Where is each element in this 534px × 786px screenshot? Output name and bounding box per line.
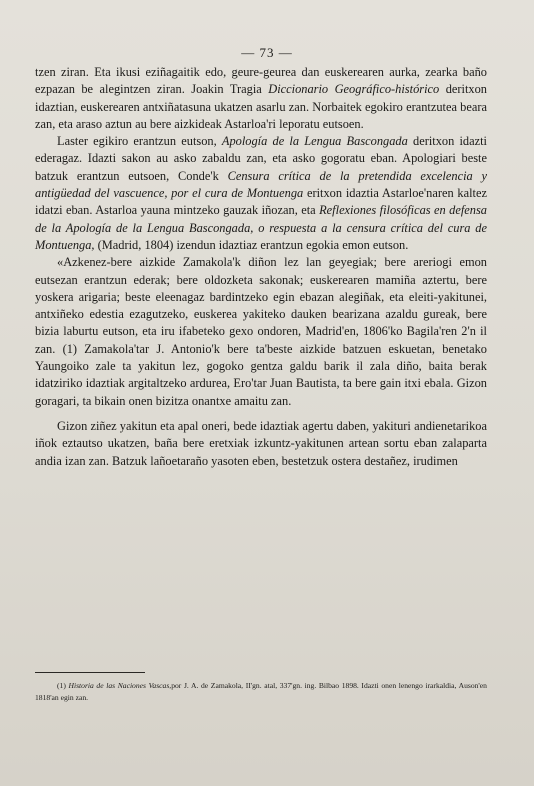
text-run: «Azkenez-bere aizkide Zamakola'k diñon lez lan geyegiak; bere areriogi emon eutsezan erantzun ederak; bere oldozketa sakonak; euskerearen mamiña aztertu, bere yoskera arigaria; beste eleenagaz bardintzeko egin ebazan alegiñak, eta eleiti-yakitunei, antxiñeko edestia ezagutzeko, euskerea yakiteko dauken bearizana azaldu gureak, bere bizia laburtu eutson, eta iru ifabeteko gexo ondoren, Madrid'en, 1806'ko Bagila'ren 2'n il zan. (1) Zamakola'tar J. Antonio'k bere ta'beste aizkide batzuen eskuetan, benetako Yaungoiko zale ta yakitun lez, gogoko gentza galdu barik il zala diño, baita berak idatziriko idaztiak argitaltzeko ardurea, Ero'tar Juan Bautista, ta bere gain itxi ebala. Gizon goragari, ta bikain onen bizitza onantxe amaitu zan. — [35, 255, 487, 408]
text-run: eritxon idaztia Astarloe'naren kaltez idatzi eban. Astarloa yauna mintzeko gauzak iñozan, eta — [35, 186, 487, 218]
paragraph — [35, 133, 487, 254]
paragraph — [35, 64, 487, 133]
footnote — [35, 680, 487, 703]
text-run: deritxon idaztian, euskerearen antxiñatasuna ukatzen asarlu zan. Norbaitek egokiro erantzutea beara zan, eta araso aztun au bere aizkideak Astarloa'ri leporatu eutsoen. — [35, 82, 488, 131]
italic-title: Historia de las Naciones Vascas, — [68, 681, 172, 690]
text-run: por J. A. de Zamakola, II'gn. atal, 337'gn. ing. Bilbao 1898. Idazti onen lenengo irarkaldia, Auson'en 1818'an egin zan. — [35, 681, 487, 702]
footnote-rule — [35, 672, 145, 673]
text-run: deritxon idazti ederagaz. Idazti sakon au asko zabaldu zan, eta asko gogoratu eban. Apologiari beste batzuk erantzun eutsoen, Conde'k — [35, 134, 487, 183]
text-run: Gizon ziñez yakitun eta apal oneri, bede idaztiak agertu daben, yakituri andienetarikoa iñok eztautso ukatzen, baña bere eretxiak izkuntz-yakitunen artean sortu eban zalaparta andia izan zan. Batzuk lañoetaraño yasoten eben, bestetzuk ostera destañez, irudimen — [35, 418, 487, 468]
italic-title: Censura crítica de la pretendida excelencia y antigüedad del vascuence, por el cura de Montuenga — [35, 168, 487, 201]
text-run: (1) — [57, 681, 69, 690]
text-run: tzen ziran. Eta ikusi eziñagaitik edo, geure-geurea dan euskerearen aurka, zearka baño ezpazan be alegintzen ziran. Joakin Tragia — [35, 65, 487, 97]
italic-title: Apología de la Lengua Bascongada — [221, 134, 408, 149]
body-text — [35, 64, 487, 470]
paragraph — [35, 418, 487, 470]
text-run: (Madrid, 1804) izendun idaztiaz erantzun egokia emon eutson. — [94, 237, 409, 252]
text-run: Laster egikiro erantzun eutson, — [57, 134, 222, 149]
italic-title: Reflexiones filosóficas en defensa de la Apología de la Lengua Bascongada, o respuesta a la censura crítica del cura de Montuenga, — [35, 203, 487, 252]
paragraph — [35, 254, 487, 410]
page-number: — 73 — — [241, 45, 293, 60]
italic-title: Diccionario Geográfico-histórico — [268, 82, 440, 97]
